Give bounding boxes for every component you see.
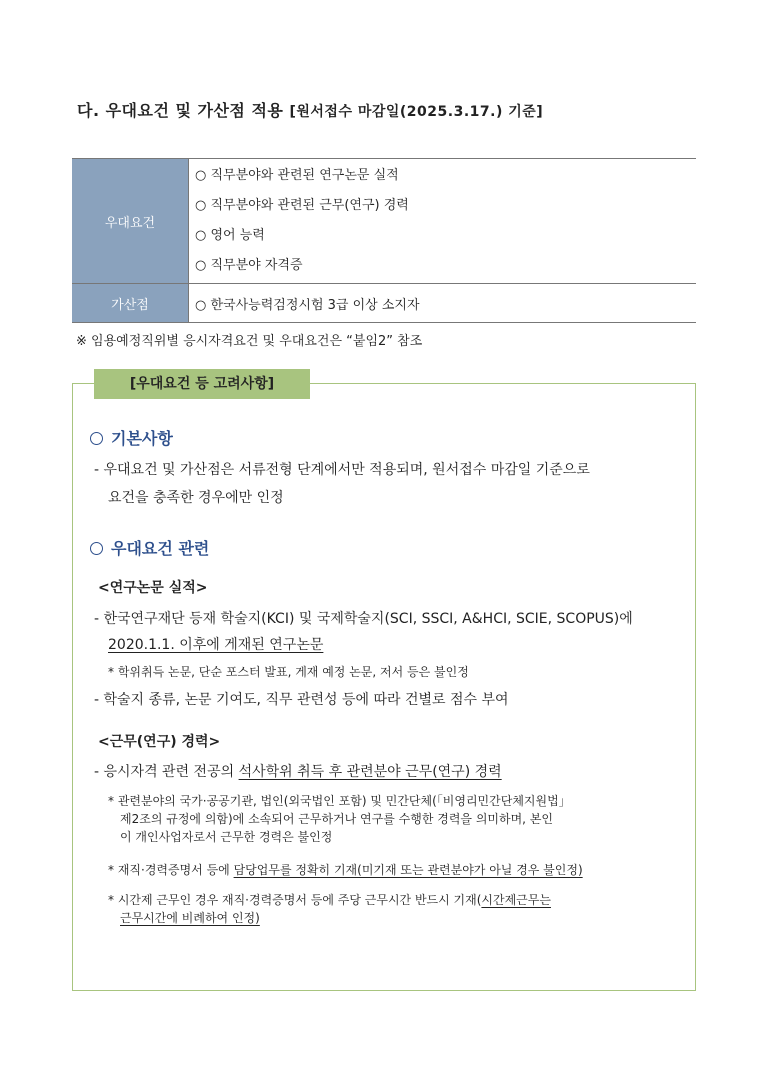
career-footnote-underlined: 근무시간에 비례하여 인정) [120, 911, 260, 925]
preference-item: ○ 직무분야와 관련된 연구논문 실적 [195, 168, 399, 183]
research-subheading: <연구논문 실적> [98, 580, 208, 596]
section-heading [77, 98, 543, 121]
career-subheading: <근무(연구) 경력> [98, 734, 221, 750]
preference-item: ○ 직무분야와 관련된 근무(연구) 경력 [195, 198, 409, 213]
basic-line: 요건을 충족한 경우에만 인정 [108, 490, 284, 506]
preference-section-title: 우대요건 관련 [90, 536, 209, 559]
basic-line: - 우대요건 및 가산점은 서류전형 단계에서만 적용되며, 원서접수 마감일 기준으로 [94, 462, 590, 478]
career-footnote: 제2조의 규정에 의함)에 소속되어 근무하거나 연구를 수행한 경력을 의미하며, 본인 [120, 812, 553, 826]
research-line-underlined: 2020.1.1. 이후에 게재된 연구논문 [108, 637, 324, 653]
circle-bullet-icon [90, 542, 103, 555]
research-line: - 학술지 종류, 논문 기여도, 직무 관련성 등에 따라 건별로 점수 부여 [94, 692, 509, 708]
circle-bullet-icon [90, 432, 103, 445]
career-line: - 응시자격 관련 전공의 석사학위 취득 후 관련분야 근무(연구) 경력 [94, 764, 502, 780]
points-label-cell: 가산점 [72, 284, 189, 323]
preference-items-cell [189, 159, 697, 284]
research-footnote: * 학위취득 논문, 단순 포스터 발표, 게재 예정 논문, 저서 등은 불인정 [108, 665, 469, 679]
preference-label-cell: 우대요건 [72, 159, 189, 284]
preference-item: ○ 직무분야 자격증 [195, 258, 303, 273]
research-line: - 한국연구재단 등재 학술지(KCI) 및 국제학술지(SCI, SSCI, A&HCI, SCIE, SCOPUS)에 [94, 611, 633, 627]
preference-row [72, 159, 696, 284]
considerations-box-title: [우대요건 등 고려사항] [94, 369, 310, 399]
career-footnote: * 재직·경력증명서 등에 담당업무를 정확히 기재(미기재 또는 관련분야가 아닐 경우 불인정) [108, 863, 583, 877]
basic-section-title: 기본사항 [90, 426, 173, 449]
preference-item: ○ 영어 능력 [195, 228, 265, 243]
career-underlined-text: 시간제근무는 [481, 893, 551, 907]
career-footnote: 이 개인사업자로서 근무한 경력은 불인정 [120, 830, 333, 844]
points-item-cell: ○ 한국사능력검정시험 3급 이상 소지자 [189, 284, 697, 323]
career-footnote: * 관련분야의 국가·공공기관, 법인(외국법인 포함) 및 민간단체(「비영리민간단체지원법」 [108, 794, 571, 808]
requirements-table [72, 158, 696, 323]
career-underlined-text: 담당업무를 정확히 기재(미기재 또는 관련분야가 아닐 경우 불인정) [233, 863, 583, 877]
career-footnote: * 시간제 근무인 경우 재직·경력증명서 등에 주당 근무시간 반드시 기재(시간제근무는 [108, 893, 551, 907]
career-underlined-text: 석사학위 취득 후 관련분야 근무(연구) 경력 [238, 764, 502, 780]
heading-date-note: [원서접수 마감일(2025.3.17.) 기준] [289, 104, 544, 120]
reference-note: ※ 임용예정직위별 응시자격요건 및 우대요건은 “붙임2” 참조 [76, 334, 423, 349]
points-row [72, 284, 696, 323]
heading-title: 다. 우대요건 및 가산점 적용 [77, 101, 284, 120]
